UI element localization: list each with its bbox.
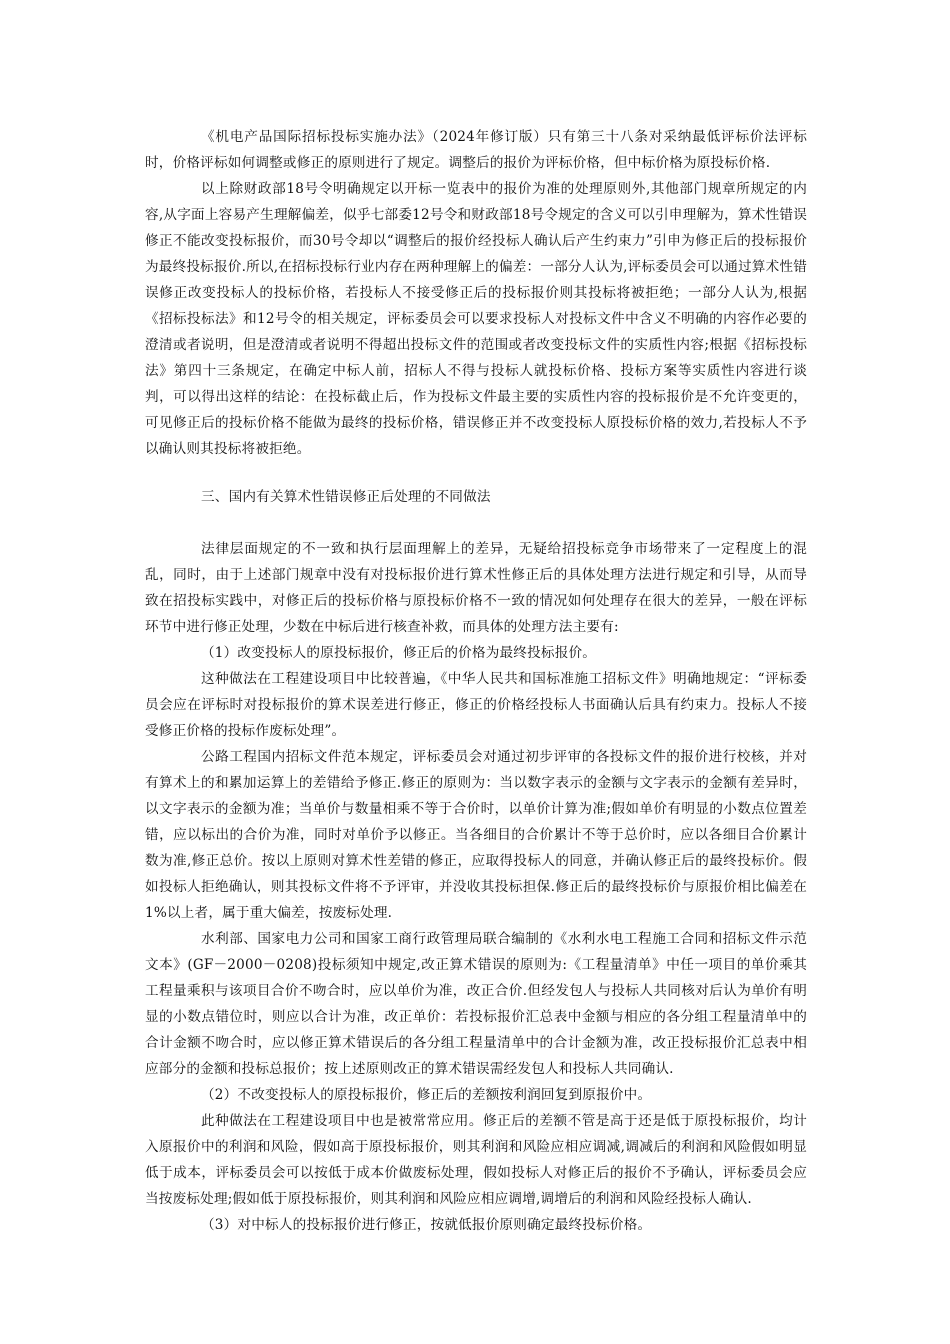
list-item-method-1: （1）改变投标人的原投标报价，修正后的价格为最终投标报价。 [201, 645, 597, 661]
paragraph-regulation-interpretation: 以上除财政部18号令明确规定以开标一览表中的报价为准的处理原则外,其他部门规章所规定的内容,从字面上容易产生理解偏差，似乎七部委12号令和财政部18号令规定的含义可以引申理解为，算术性错误修正不能改变投标报价，而30号令却以“调整后的报价经投标人确认后产生约束力”引申为修正后的投标报价为最终投标报价.所以,在招标投标行业内存在两种理解上的偏差：一部分人认为,评标委员会可以通过算术性错误修正改变投标人的投标价格，若投标人不接受修正后的投标报价则其投标将被拒绝；一部分人认为,根据《招标投标法》和12号令的相关规定，评标委员会可以要求投标人对投标文件中含义不明确的内容作必要的澄清或者说明，但是澄清或者说明不得超出投标文件的范围或者改变投标文件的实质性内容;根据《招标投标法》第四十三条规定，在确定中标人前，招标人不得与投标人就投标价格、投标方案等实质性内容进行谈判，可以得出这样的结论：在投标截止后，作为投标文件最主要的实质性内容的投标报价是不允许变更的，可见修正后的投标价格不能做为最终的投标价格，错误修正并不改变投标人原投标价格的效力,若投标人不予以确认则其投标将被拒绝。 [145, 181, 807, 457]
list-item-method-3: （3）对中标人的投标报价进行修正，按就低报价原则确定最终投标价格。 [201, 1217, 652, 1233]
list-item-method-2: （2）不改变投标人的原投标报价，修正后的差额按利润回复到原报价中。 [201, 1087, 652, 1103]
paragraph-profit-adjustment: 此种做法在工程建设项目中也是被常常应用。修正后的差额不管是高于还是低于原投标报价，均计入原报价中的利润和风险，假如高于原投标报价，则其利润和风险应相应调减,调减后的利润和风险假如明显低于成本，评标委员会可以按低于成本价做废标处理，假如投标人对修正后的报价不予确认，评标委员会应当按废标处理;假如低于原投标报价，则其利润和风险应相应调增,调增后的利润和风险经投标人确认. [145, 1113, 807, 1207]
paragraph-water-conservancy-template: 水利部、国家电力公司和国家工商行政管理局联合编制的《水利水电工程施工合同和招标文件示范文本》(GF－2000－0208)投标须知中规定,改正算术错误的原则为:《工程量清单》中任一项目的单价乘其工程量乘积与该项目合价不吻合时，应以单价为准，改正合价.但经发包人与投标人共同核对后认为单价有明显的小数点错位时，则应以合计为准，改正单价：若投标报价汇总表中金额与相应的各分组工程量清单中的合计金额不吻合时，应以修正算术错误后的各分组工程量清单中的合计金额为准，改正投标报价汇总表中相应部分的金额和投标总报价；按上述原则改正的算术错误需经发包人和投标人共同确认. [145, 931, 807, 1077]
paragraph-mechanical-bidding-rules: 《机电产品国际招标投标实施办法》（2024年修订版）只有第三十八条对采纳最低评标价法评标时，价格评标如何调整或修正的原则进行了规定。调整后的报价为评标价格，但中标价格为原投标价格. [145, 129, 807, 171]
section-heading: 三、国内有关算术性错误修正后处理的不同做法 [201, 489, 491, 505]
paragraph-standard-construction: 这种做法在工程建设项目中比较普遍，《中华人民共和国标准施工招标文件》明确地规定：“评标委员会应在评标时对投标报价的算术误差进行修正，修正的价格经投标人书面确认后具有约束力。投标人不接受修正价格的投标作废标处理”。 [145, 671, 807, 739]
paragraph-section-intro: 法律层面规定的不一致和执行层面理解上的差异，无疑给招投标竞争市场带来了一定程度上的混乱，同时，由于上述部门规章中没有对投标报价进行算术性修正后的具体处理方法进行规定和引导，从而导致在招投标实践中，对修正后的投标价格与原投标价格不一致的情况如何处理存在很大的差异，一般在评标环节中进行修正处理，少数在中标后进行核查补救，而具体的处理方法主要有: [145, 541, 807, 635]
document-page [145, 124, 807, 1238]
paragraph-highway-template: 公路工程国内招标文件范本规定，评标委员会对通过初步评审的各投标文件的报价进行校核，并对有算术上的和累加运算上的差错给予修正.修正的原则为：当以数字表示的金额与文字表示的金额有差异时，以文字表示的金额为准；当单价与数量相乘不等于合价时，以单价计算为准;假如单价有明显的小数点位置差错，应以标出的合价为准，同时对单价予以修正。当各细目的合价累计不等于总价时，应以各细目合价累计数为准,修正总价。按以上原则对算术性差错的修正，应取得投标人的同意，并确认修正后的最终投标价。假如投标人拒绝确认，则其投标文件将不予评审，并没收其投标担保.修正后的最终投标价与原报价相比偏差在1%以上者，属于重大偏差，按废标处理. [145, 749, 807, 921]
